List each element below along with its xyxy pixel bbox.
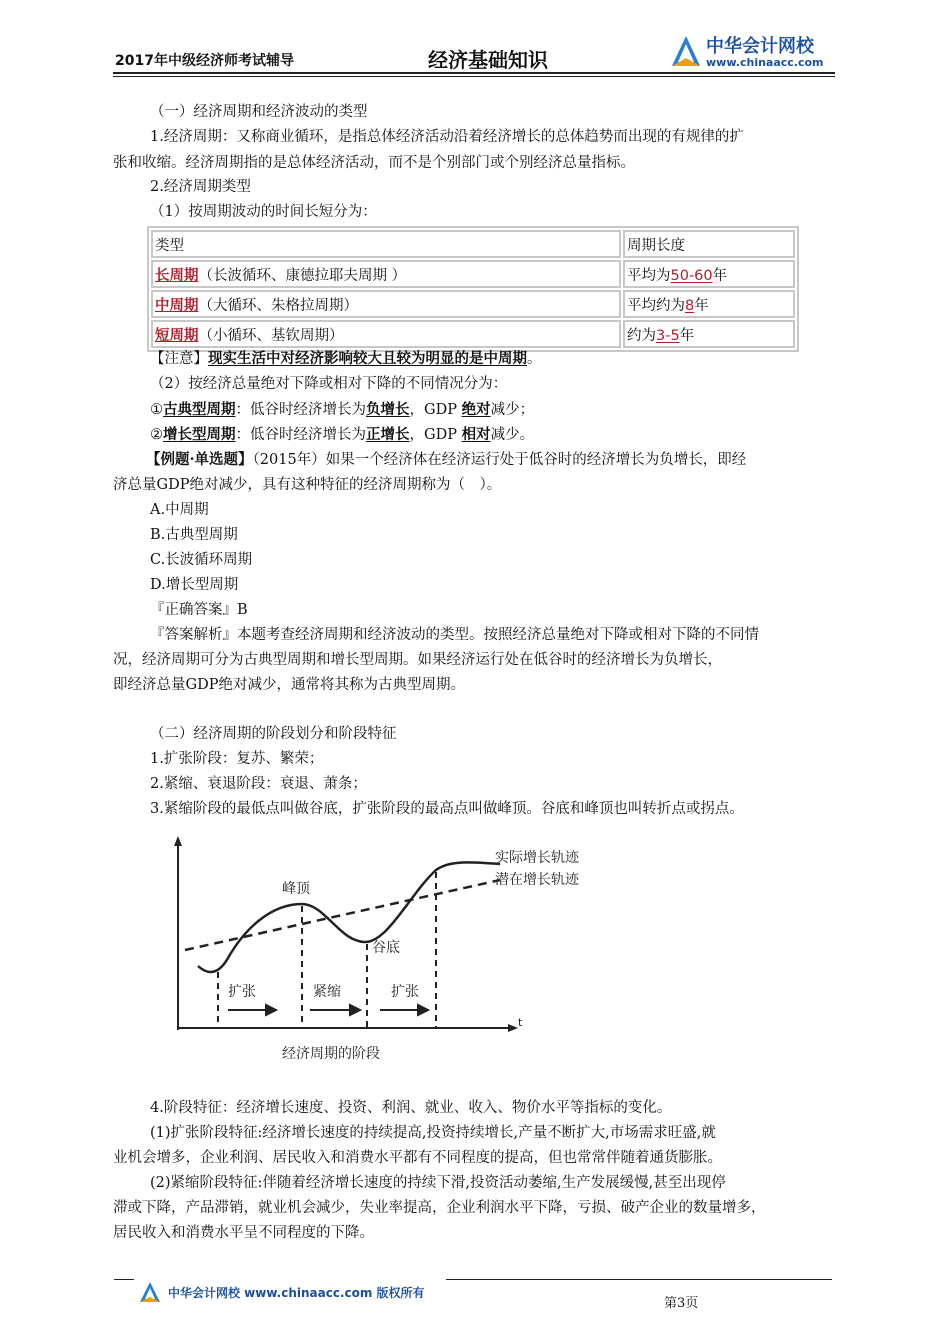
correct-answer: 『正确答案』B [150, 602, 248, 618]
cycle-term: 长周期 [155, 267, 199, 284]
peak-label: 峰顶 [282, 881, 310, 897]
cycle-desc: （长波循环、康德拉耶夫周期 ） [198, 267, 407, 284]
footer-divider [446, 1279, 832, 1280]
emphasis: 相对 [461, 426, 491, 443]
phase-label-contraction: 紧缩 [313, 984, 341, 1000]
business-cycle-chart [160, 832, 610, 1072]
cycle-desc: （大循环、朱格拉周期） [198, 297, 358, 314]
phase-arrow-head [350, 1005, 360, 1015]
paragraph-line: 3.紧缩阶段的最低点叫做谷底，扩张阶段的最高点叫做峰顶。谷底和峰顶也叫转折点或拐点。 [150, 801, 744, 817]
section-title-phases: （二）经济周期的阶段划分和阶段特征 [150, 726, 397, 742]
paragraph-line: 滞或下降，产品滞销，就业机会减少，失业率提高，企业利润水平下降，亏损、破产企业的数量增多， [113, 1200, 766, 1216]
paragraph-line: (2)紧缩阶段特征:伴随着经济增长速度的持续下滑,投资活动萎缩,生产发展缓慢,甚至出现停 [150, 1175, 726, 1191]
x-axis-arrow [508, 1024, 518, 1032]
paragraph-line: 况，经济周期可分为古典型周期和增长型周期。如果经济运行处在低谷时的经济增长为负增长， [113, 652, 722, 668]
note-prefix: 【注意】 [150, 351, 208, 367]
emphasis: 负增长 [366, 401, 410, 418]
actual-growth-curve [198, 862, 500, 972]
cycle-length-unit: 年 [712, 267, 728, 284]
cycle-length-prefix: 平均约为 [627, 297, 685, 314]
growth-cycle-line [150, 425, 534, 445]
note-suffix: 。 [527, 351, 542, 367]
table-row [151, 260, 795, 288]
paragraph-line: 张和收缩。经济周期指的是总体经济活动，而不是个别部门或个别经济总量指标。 [113, 155, 635, 171]
section-title-types: （一）经济周期和经济波动的类型 [150, 104, 368, 120]
cycle-term: 短周期 [155, 327, 199, 344]
answer-analysis: 『答案解析』本题考查经济周期和经济波动的类型。按照经济总量绝对下降或相对下降的不同情 [150, 627, 759, 643]
phase-label-expansion: 扩张 [228, 984, 256, 1000]
phase-arrow-head [266, 1005, 276, 1015]
header-left-title: 2017年中级经济师考试辅导 [115, 53, 294, 69]
logo-url: www.chinaacc.com [706, 56, 824, 69]
footer-logo-icon [138, 1280, 162, 1306]
option-b: B.古典型周期 [150, 527, 238, 543]
cycle-length-value: 3-5 [656, 327, 680, 344]
paragraph-line: （1）按周期波动的时间长短分为： [150, 204, 377, 220]
text-fragment: ，GDP [409, 402, 462, 418]
cycle-length-unit: 年 [694, 297, 709, 314]
paragraph-line: 2.经济周期类型 [150, 179, 251, 195]
paragraph-line: 4.阶段特征：经济增长速度、投资、利润、就业、收入、物价水平等指标的变化。 [150, 1100, 672, 1116]
example-tag: 【例题·单选题】 [146, 451, 253, 468]
legend-potential: 潜在增长轨迹 [495, 872, 579, 888]
phase-arrow-head [418, 1005, 428, 1015]
paragraph-line: 2.紧缩、衰退阶段：衰退、萧条； [150, 776, 367, 792]
text-fragment: 减少。 [490, 427, 535, 443]
y-axis-arrow [174, 836, 182, 846]
header-divider [113, 72, 835, 74]
paragraph-line: （2）按经济总量绝对下降或相对下降的不同情况分为： [150, 376, 508, 392]
cycle-length-prefix: 约为 [627, 327, 656, 344]
paragraph-line: 业机会增多，企业利润、居民收入和消费水平都有不同程度的提高，但也常常伴随着通货膨胀。 [113, 1150, 722, 1166]
emphasis: 正增长 [366, 426, 410, 443]
paragraph-line: 济总量GDP绝对减少，具有这种特征的经济周期称为（ ）。 [113, 477, 502, 493]
paragraph-line: 1.扩张阶段：复苏、繁荣； [150, 751, 324, 767]
cycle-length-value: 8 [685, 297, 695, 314]
paragraph-line: (1)扩张阶段特征:经济增长速度的持续提高,投资持续增长,产量不断扩大,市场需求旺盛,就 [150, 1125, 716, 1141]
text-fragment: ，GDP [409, 427, 462, 443]
text-fragment: ：低谷时经济增长为 [235, 402, 366, 418]
site-logo[interactable] [668, 32, 848, 74]
x-axis-label: t [518, 1016, 523, 1029]
cycle-types-table [147, 226, 799, 352]
cycle-desc: （小循环、基钦周期） [198, 327, 344, 344]
legend-actual: 实际增长轨迹 [495, 850, 579, 866]
trough-label: 谷底 [372, 940, 400, 956]
note-line [150, 349, 542, 369]
cycle-length-unit: 年 [679, 327, 695, 344]
option-a: A.中周期 [150, 502, 209, 518]
table-row [151, 290, 795, 318]
paragraph-line: 1.经济周期：又称商业循环，是指总体经济活动沿着经济增长的总体趋势而出现的有规律的扩 [150, 129, 744, 145]
chart-title: 经济周期的阶段 [282, 1046, 380, 1062]
classic-cycle-term: 古典型周期 [163, 401, 236, 418]
page-number: 第3页 [664, 1296, 699, 1311]
table-header-row [151, 230, 795, 258]
table-row [151, 320, 795, 348]
footer-divider [114, 1279, 134, 1280]
header-subject-title: 经济基础知识 [428, 48, 548, 72]
cycle-length-value: 50-60 [670, 267, 713, 284]
example-question [146, 450, 746, 470]
growth-cycle-term: 增长型周期 [163, 426, 236, 443]
cycle-length-prefix: 平均为 [627, 267, 671, 284]
cycle-term: 中周期 [155, 297, 199, 314]
option-c: C.长波循环周期 [150, 552, 253, 568]
item-number: ① [150, 402, 163, 418]
logo-brand: 中华会计网校 [706, 36, 814, 57]
phase-label-expansion: 扩张 [391, 984, 419, 1000]
option-d: D.增长型周期 [150, 577, 239, 593]
text-fragment: ：低谷时经济增长为 [235, 427, 366, 443]
text-fragment: 减少； [490, 402, 535, 418]
footer-copyright[interactable]: 中华会计网校 www.chinaacc.com 版权所有 [168, 1286, 425, 1300]
example-text: （2015年）如果一个经济体在经济运行处于低谷时的经济增长为负增长，即经 [252, 452, 747, 468]
potential-growth-line [185, 880, 500, 950]
header-divider-thin [113, 76, 835, 77]
note-text: 现实生活中对经济影响较大且较为明显的是中周期 [208, 350, 527, 367]
paragraph-line: 居民收入和消费水平呈不同程度的下降。 [113, 1225, 374, 1241]
classic-cycle-line [150, 400, 534, 420]
item-number: ② [150, 427, 163, 443]
emphasis: 绝对 [461, 401, 491, 418]
table-header-cell: 类型 [151, 230, 621, 258]
table-header-cell: 周期长度 [623, 230, 795, 258]
paragraph-line: 即经济总量GDP绝对减少，通常将其称为古典型周期。 [113, 677, 465, 693]
logo-icon [668, 32, 704, 72]
